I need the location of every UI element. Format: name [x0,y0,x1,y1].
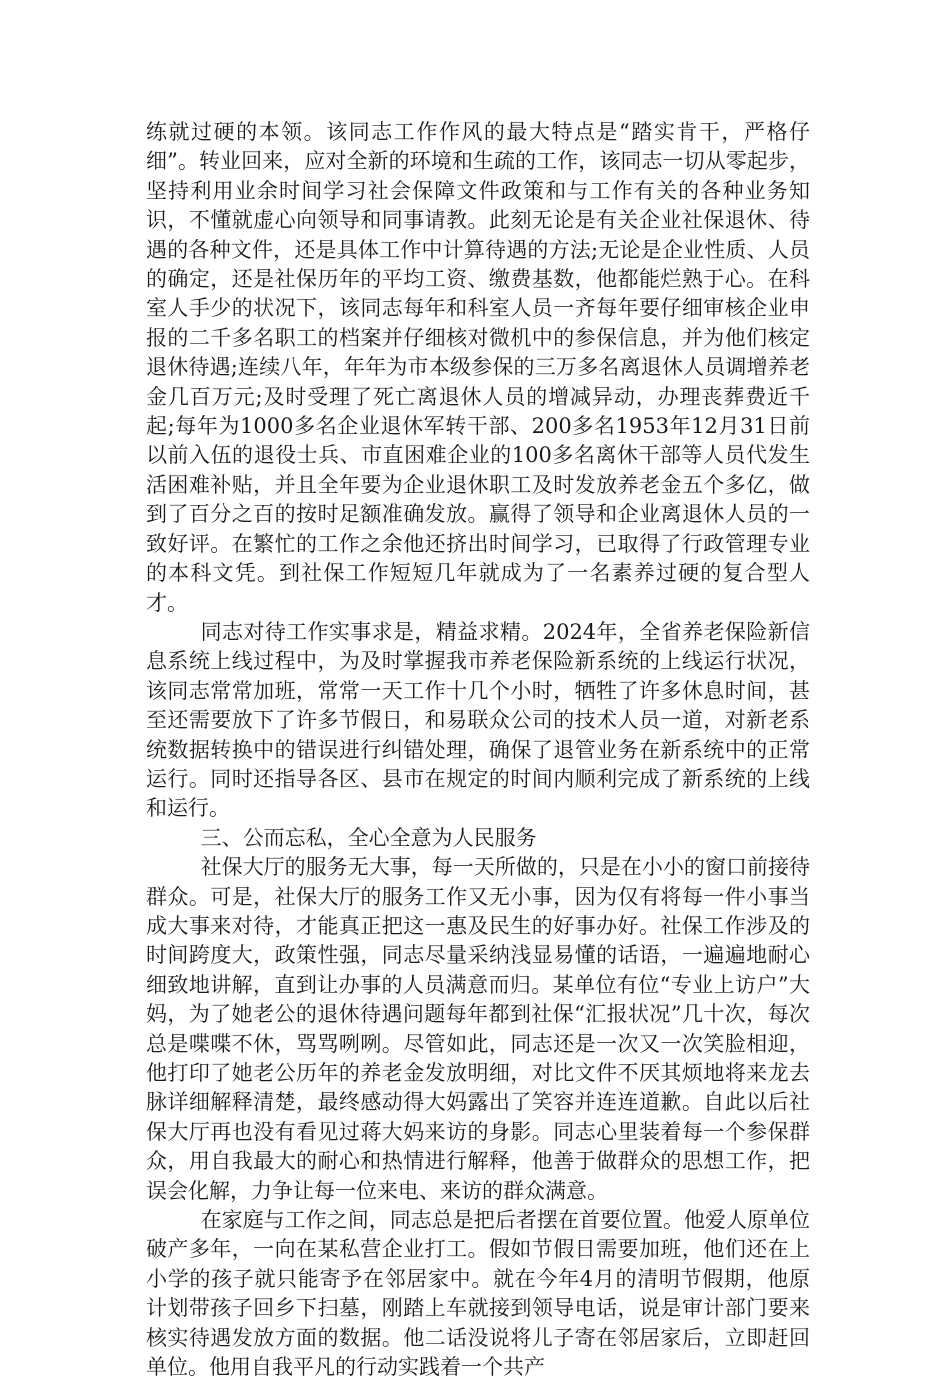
section-heading-3: 三、公而忘私，全心全意为人民服务 [200,825,537,850]
paragraph-1: 练就过硬的本领。该同志工作作风的最大特点是“踏实肯干，严格仔细”。转业回来，应对全新的环境和生疏的工作，该同志一切从零起步，坚持利用业余时间学习社会保障文件政策和与工作有关的各种业务知识，不懂就虚心向领导和同事请教。此刻无论是有关企业社保退休、待遇的各种文件，还是具体工作中计算待遇的方法;无论是企业性质、人员的确定，还是社保历年的平均工资、缴费基数，他都能烂熟于心。在科室人手少的状况下，该同志每年和科室人员一齐每年要仔细审核企业申报的二千多名职工的档案并仔细核对微机中的参保信息，并为他们核定退休待遇;连续八年，年年为市本级参保的三万多名离退休人员调增养老金几百万元;及时受理了死亡离退休人员的增减异动，办理丧葬费近千起;每年为1000多名企业退休军转干部、200多名1953年12月31日前以前入伍的退役士兵、市直困难企业的100多名离休干部等人员代发生活困难补贴，并且全年要为企业退休职工及时发放养老金五个多亿，做到了百分之百的按时足额准确发放。赢得了领导和企业离退休人员的一致好评。在繁忙的工作之余他还挤出时间学习，已取得了行政管理专业的本科文凭。到社保工作短短几年就成为了一名素养过硬的复合型人才。 [146,120,810,615]
paragraph-4: 在家庭与工作之间，同志总是把后者摆在首要位置。他爱人原单位破产多年，一向在某私营企业打工。假如节假日需要加班，他们还在上小学的孩子就只能寄予在邻居家中。就在今年4月的清明节假期，他原计划带孩子回乡下扫墓，刚踏上车就接到领导电话，说是审计部门要来核实待遇发放方面的数据。他二话没说将儿子寄在邻居家后，立即赶回单位。他用自我平凡的行动实践着一个共产 [146,1208,810,1380]
document-body [146,118,810,1382]
paragraph-3: 社保大厅的服务无大事，每一天所做的，只是在小小的窗口前接待群众。可是，社保大厅的服务工作又无小事，因为仅有将每一件小事当成大事来对待，才能真正把这一惠及民生的好事办好。社保工作涉及的时间跨度大，政策性强，同志尽量采纳浅显易懂的话语，一遍遍地耐心细致地讲解，直到让办事的人员满意而归。某单位有位“专业上访户”大妈，为了她老公的退休待遇问题每年都到社保“汇报状况”几十次，每次总是喋喋不休，骂骂咧咧。尽管如此，同志还是一次又一次笑脸相迎，他打印了她老公历年的养老金发放明细，对比文件不厌其烦地将来龙去脉详细解释清楚，最终感动得大妈露出了笑容并连连道歉。自此以后社保大厅再也没有看见过蒋大妈来访的身影。同志心里装着每一个参保群众，用自我最大的耐心和热情进行解释，他善于做群众的思想工作，把误会化解，力争让每一位来电、来访的群众满意。 [146,855,810,1203]
paragraph-2: 同志对待工作实事求是，精益求精。2024年，全省养老保险新信息系统上线过程中，为及时掌握我市养老保险新系统的上线运行状况，该同志常常加班，常常一天工作十几个小时，牺牲了许多休息时间，甚至还需要放下了许多节假日，和易联众公司的技术人员一道，对新老系统数据转换中的错误进行纠错处理，确保了退管业务在新系统中的正常运行。同时还指导各区、县市在规定的时间内顺利完成了新系统的上线和运行。 [146,619,810,821]
